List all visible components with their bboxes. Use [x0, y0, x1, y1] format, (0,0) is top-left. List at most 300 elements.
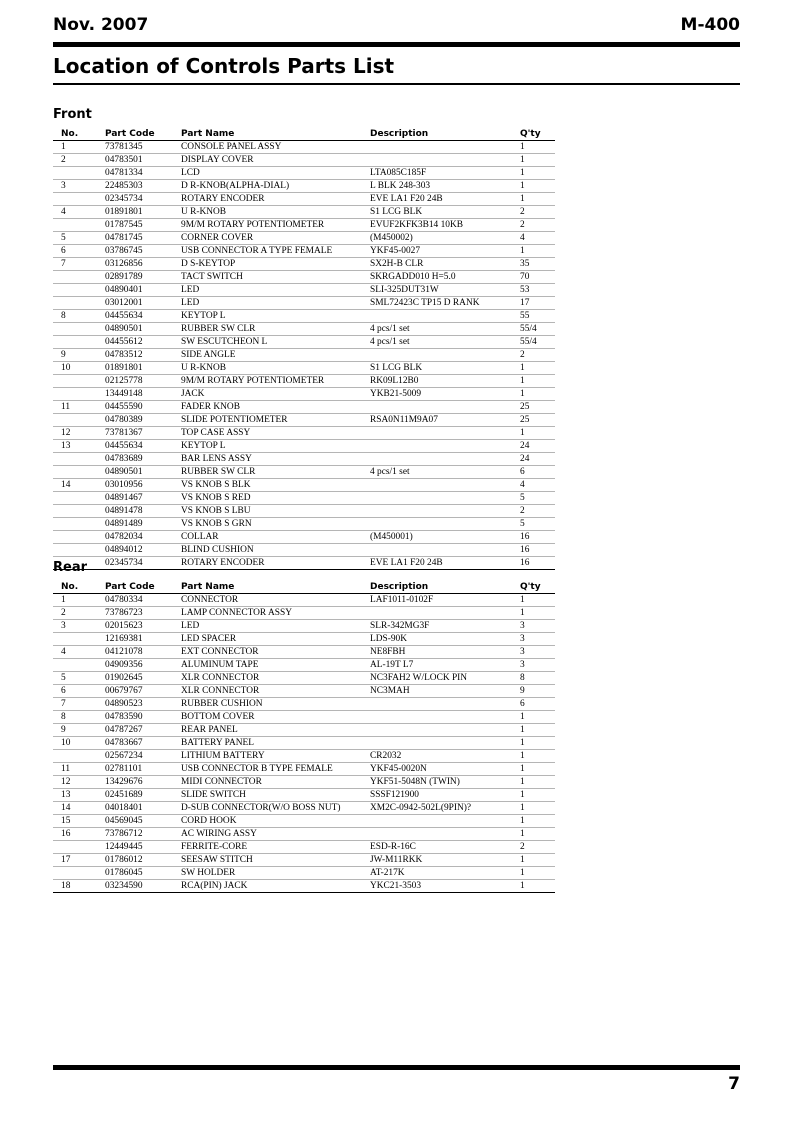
- table-row: [53, 841, 555, 854]
- cell-qty: 1: [520, 828, 555, 841]
- cell-no: [53, 271, 105, 284]
- cell-qty: 8: [520, 672, 555, 685]
- table-row: [53, 828, 555, 841]
- cell-qty: 1: [520, 880, 555, 893]
- rear-parts-table: [53, 581, 555, 893]
- cell-part-name: RCA(PIN) JACK: [181, 880, 370, 893]
- cell-qty: 1: [520, 141, 555, 154]
- cell-part-name: BOTTOM COVER: [181, 711, 370, 724]
- cell-no: [53, 867, 105, 880]
- cell-qty: 55/4: [520, 323, 555, 336]
- table-row: [53, 672, 555, 685]
- table-row: [53, 362, 555, 375]
- cell-part-code: 04455634: [105, 440, 181, 453]
- cell-part-code: 04891489: [105, 518, 181, 531]
- cell-part-code: 04455590: [105, 401, 181, 414]
- cell-part-code: 04909356: [105, 659, 181, 672]
- cell-part-name: LITHIUM BATTERY: [181, 750, 370, 763]
- table-row: [53, 505, 555, 518]
- cell-part-name: LAMP CONNECTOR ASSY: [181, 607, 370, 620]
- cell-description: 4 pcs/1 set: [370, 323, 520, 336]
- page-title: Location of Controls Parts List: [53, 54, 395, 78]
- cell-no: 9: [53, 724, 105, 737]
- title-rule: [53, 83, 740, 85]
- cell-part-code: 13449148: [105, 388, 181, 401]
- cell-description: EVUF2KFK3B14 10KB: [370, 219, 520, 232]
- cell-no: 10: [53, 362, 105, 375]
- cell-no: [53, 453, 105, 466]
- cell-no: 7: [53, 258, 105, 271]
- cell-part-code: 04890523: [105, 698, 181, 711]
- cell-no: 11: [53, 401, 105, 414]
- cell-part-code: 01891801: [105, 362, 181, 375]
- cell-qty: 2: [520, 349, 555, 362]
- table-row: [53, 737, 555, 750]
- cell-part-code: 03126856: [105, 258, 181, 271]
- table-row: [53, 711, 555, 724]
- cell-description: [370, 492, 520, 505]
- cell-part-code: 04890501: [105, 323, 181, 336]
- cell-description: SML72423C TP15 D RANK: [370, 297, 520, 310]
- cell-part-code: 04780389: [105, 414, 181, 427]
- cell-no: 6: [53, 685, 105, 698]
- cell-part-code: 02345734: [105, 193, 181, 206]
- col-header-no: No.: [53, 581, 105, 594]
- cell-description: (M450001): [370, 531, 520, 544]
- cell-description: S1 LCG BLK: [370, 362, 520, 375]
- cell-no: 18: [53, 880, 105, 893]
- cell-part-name: D S-KEYTOP: [181, 258, 370, 271]
- rear-section-title: Rear: [53, 560, 88, 575]
- cell-part-name: DISPLAY COVER: [181, 154, 370, 167]
- cell-part-name: EXT CONNECTOR: [181, 646, 370, 659]
- cell-part-name: VS KNOB S LBU: [181, 505, 370, 518]
- cell-part-name: SLIDE POTENTIOMETER: [181, 414, 370, 427]
- col-header-description: Description: [370, 128, 520, 141]
- cell-description: RK09L12B0: [370, 375, 520, 388]
- table-row: [53, 724, 555, 737]
- cell-description: [370, 724, 520, 737]
- cell-part-name: SW ESCUTCHEON L: [181, 336, 370, 349]
- cell-qty: 4: [520, 232, 555, 245]
- cell-part-code: 03234590: [105, 880, 181, 893]
- table-row: [53, 620, 555, 633]
- cell-description: EVE LA1 F20 24B: [370, 193, 520, 206]
- cell-no: [53, 544, 105, 557]
- cell-qty: 1: [520, 789, 555, 802]
- cell-description: [370, 518, 520, 531]
- cell-qty: 1: [520, 375, 555, 388]
- table-row: [53, 763, 555, 776]
- cell-no: 5: [53, 232, 105, 245]
- table-row: [53, 141, 555, 154]
- cell-no: 15: [53, 815, 105, 828]
- table-row: [53, 685, 555, 698]
- cell-part-name: 9M/M ROTARY POTENTIOMETER: [181, 219, 370, 232]
- table-row: [53, 492, 555, 505]
- cell-qty: 1: [520, 427, 555, 440]
- cell-qty: 5: [520, 492, 555, 505]
- cell-no: [53, 466, 105, 479]
- cell-no: 10: [53, 737, 105, 750]
- cell-part-code: 02125778: [105, 375, 181, 388]
- cell-no: 7: [53, 698, 105, 711]
- cell-description: S1 LCG BLK: [370, 206, 520, 219]
- cell-description: AL-19T L7: [370, 659, 520, 672]
- cell-qty: 24: [520, 440, 555, 453]
- cell-part-code: 04891467: [105, 492, 181, 505]
- cell-part-name: VS KNOB S RED: [181, 492, 370, 505]
- table-row: [53, 453, 555, 466]
- cell-no: 13: [53, 440, 105, 453]
- cell-no: [53, 388, 105, 401]
- table-row: [53, 310, 555, 323]
- cell-part-name: SLIDE SWITCH: [181, 789, 370, 802]
- cell-part-code: 02015623: [105, 620, 181, 633]
- cell-no: 9: [53, 349, 105, 362]
- table-row: [53, 531, 555, 544]
- table-row: [53, 375, 555, 388]
- col-header-part-code: Part Code: [105, 581, 181, 594]
- table-row: [53, 349, 555, 362]
- cell-qty: 5: [520, 518, 555, 531]
- cell-part-code: 01786045: [105, 867, 181, 880]
- cell-no: 1: [53, 594, 105, 607]
- cell-description: [370, 310, 520, 323]
- cell-qty: 1: [520, 854, 555, 867]
- table-row: [53, 284, 555, 297]
- cell-part-code: 22485303: [105, 180, 181, 193]
- cell-qty: 2: [520, 219, 555, 232]
- table-row: [53, 594, 555, 607]
- table-row: [53, 219, 555, 232]
- cell-qty: 16: [520, 531, 555, 544]
- cell-description: YKF51-5048N (TWIN): [370, 776, 520, 789]
- cell-part-name: U R-KNOB: [181, 206, 370, 219]
- table-row: [53, 206, 555, 219]
- table-row: [53, 323, 555, 336]
- page-number: 7: [728, 1074, 740, 1094]
- cell-no: [53, 375, 105, 388]
- cell-description: (M450002): [370, 232, 520, 245]
- cell-part-code: 01902645: [105, 672, 181, 685]
- cell-part-code: 04455612: [105, 336, 181, 349]
- cell-part-code: 04891478: [105, 505, 181, 518]
- cell-qty: 3: [520, 659, 555, 672]
- cell-part-name: LED: [181, 297, 370, 310]
- table-row: [53, 414, 555, 427]
- cell-description: [370, 711, 520, 724]
- table-row: [53, 297, 555, 310]
- cell-no: 14: [53, 802, 105, 815]
- table-row: [53, 815, 555, 828]
- cell-description: [370, 698, 520, 711]
- cell-part-code: 04783590: [105, 711, 181, 724]
- cell-no: 2: [53, 607, 105, 620]
- cell-part-name: MIDI CONNECTOR: [181, 776, 370, 789]
- cell-description: NC3FAH2 W/LOCK PIN: [370, 672, 520, 685]
- cell-qty: 1: [520, 154, 555, 167]
- cell-qty: 1: [520, 724, 555, 737]
- cell-part-code: 73786712: [105, 828, 181, 841]
- cell-part-code: 04890401: [105, 284, 181, 297]
- col-header-part-code: Part Code: [105, 128, 181, 141]
- col-header-part-name: Part Name: [181, 581, 370, 594]
- col-header-qty: Q'ty: [520, 128, 555, 141]
- cell-part-name: AC WIRING ASSY: [181, 828, 370, 841]
- cell-part-name: REAR PANEL: [181, 724, 370, 737]
- col-header-qty: Q'ty: [520, 581, 555, 594]
- table-row: [53, 193, 555, 206]
- cell-part-code: 12449445: [105, 841, 181, 854]
- cell-part-code: 04781745: [105, 232, 181, 245]
- cell-part-code: 04121078: [105, 646, 181, 659]
- cell-description: [370, 737, 520, 750]
- table-row: [53, 388, 555, 401]
- cell-qty: 35: [520, 258, 555, 271]
- cell-qty: 1: [520, 750, 555, 763]
- cell-no: [53, 841, 105, 854]
- cell-part-code: 04783501: [105, 154, 181, 167]
- cell-qty: 4: [520, 479, 555, 492]
- cell-description: YKB21-5009: [370, 388, 520, 401]
- cell-part-name: ROTARY ENCODER: [181, 193, 370, 206]
- front-section-title: Front: [53, 107, 92, 122]
- cell-qty: 17: [520, 297, 555, 310]
- cell-part-code: 03786745: [105, 245, 181, 258]
- cell-part-name: TOP CASE ASSY: [181, 427, 370, 440]
- cell-part-name: BAR LENS ASSY: [181, 453, 370, 466]
- cell-no: 14: [53, 479, 105, 492]
- cell-description: [370, 154, 520, 167]
- cell-description: SKRGADD010 H=5.0: [370, 271, 520, 284]
- cell-part-name: 9M/M ROTARY POTENTIOMETER: [181, 375, 370, 388]
- cell-part-name: SIDE ANGLE: [181, 349, 370, 362]
- front-parts-table: [53, 128, 555, 570]
- table-row: [53, 466, 555, 479]
- cell-part-name: FERRITE-CORE: [181, 841, 370, 854]
- table-row: [53, 802, 555, 815]
- cell-qty: 55/4: [520, 336, 555, 349]
- cell-no: [53, 492, 105, 505]
- cell-qty: 1: [520, 388, 555, 401]
- table-row: [53, 750, 555, 763]
- cell-part-name: RUBBER CUSHION: [181, 698, 370, 711]
- cell-description: AT-217K: [370, 867, 520, 880]
- cell-qty: 1: [520, 362, 555, 375]
- cell-part-name: JACK: [181, 388, 370, 401]
- cell-part-name: XLR CONNECTOR: [181, 685, 370, 698]
- cell-part-code: 01787545: [105, 219, 181, 232]
- cell-qty: 9: [520, 685, 555, 698]
- cell-no: [53, 414, 105, 427]
- cell-description: [370, 427, 520, 440]
- cell-description: LDS-90K: [370, 633, 520, 646]
- cell-part-code: 03012001: [105, 297, 181, 310]
- cell-description: [370, 544, 520, 557]
- cell-part-name: USB CONNECTOR A TYPE FEMALE: [181, 245, 370, 258]
- col-header-no: No.: [53, 128, 105, 141]
- cell-description: 4 pcs/1 set: [370, 336, 520, 349]
- cell-description: [370, 828, 520, 841]
- cell-description: LAF1011-0102F: [370, 594, 520, 607]
- cell-no: 8: [53, 711, 105, 724]
- rear-table-body: [53, 594, 555, 893]
- cell-description: [370, 607, 520, 620]
- front-header-row: [53, 128, 555, 141]
- cell-no: 6: [53, 245, 105, 258]
- cell-no: [53, 193, 105, 206]
- cell-part-code: 04783667: [105, 737, 181, 750]
- cell-part-name: COLLAR: [181, 531, 370, 544]
- table-row: [53, 440, 555, 453]
- cell-part-name: D-SUB CONNECTOR(W/O BOSS NUT): [181, 802, 370, 815]
- cell-no: [53, 750, 105, 763]
- cell-qty: 1: [520, 867, 555, 880]
- cell-part-code: 01891801: [105, 206, 181, 219]
- cell-no: [53, 336, 105, 349]
- table-row: [53, 776, 555, 789]
- cell-part-name: CORD HOOK: [181, 815, 370, 828]
- cell-no: 12: [53, 427, 105, 440]
- cell-qty: 1: [520, 802, 555, 815]
- table-row: [53, 258, 555, 271]
- cell-no: 4: [53, 206, 105, 219]
- cell-part-name: SW HOLDER: [181, 867, 370, 880]
- cell-part-name: TACT SWITCH: [181, 271, 370, 284]
- cell-no: 13: [53, 789, 105, 802]
- table-row: [53, 336, 555, 349]
- table-row: [53, 698, 555, 711]
- cell-no: 5: [53, 672, 105, 685]
- cell-part-code: 04783689: [105, 453, 181, 466]
- cell-qty: 1: [520, 180, 555, 193]
- rear-header-row: [53, 581, 555, 594]
- cell-no: 16: [53, 828, 105, 841]
- cell-part-name: BATTERY PANEL: [181, 737, 370, 750]
- cell-qty: 3: [520, 646, 555, 659]
- cell-part-code: 04787267: [105, 724, 181, 737]
- cell-qty: 70: [520, 271, 555, 284]
- cell-no: [53, 167, 105, 180]
- cell-qty: 1: [520, 607, 555, 620]
- cell-description: NE8FBH: [370, 646, 520, 659]
- cell-description: [370, 440, 520, 453]
- table-row: [53, 544, 555, 557]
- table-row: [53, 518, 555, 531]
- cell-part-code: 03010956: [105, 479, 181, 492]
- cell-qty: 1: [520, 711, 555, 724]
- cell-part-code: 02781101: [105, 763, 181, 776]
- cell-part-code: 04782034: [105, 531, 181, 544]
- cell-qty: 55: [520, 310, 555, 323]
- cell-part-name: KEYTOP L: [181, 440, 370, 453]
- cell-qty: 16: [520, 557, 555, 570]
- cell-description: [370, 815, 520, 828]
- front-section: [53, 106, 547, 570]
- cell-part-name: CONNECTOR: [181, 594, 370, 607]
- cell-part-code: 04781334: [105, 167, 181, 180]
- cell-description: YKC21-3503: [370, 880, 520, 893]
- table-row: [53, 245, 555, 258]
- table-row: [53, 479, 555, 492]
- cell-description: [370, 349, 520, 362]
- cell-no: 4: [53, 646, 105, 659]
- table-row: [53, 154, 555, 167]
- cell-description: [370, 453, 520, 466]
- cell-description: L BLK 248-303: [370, 180, 520, 193]
- table-row: [53, 427, 555, 440]
- cell-part-code: 73781367: [105, 427, 181, 440]
- cell-qty: 6: [520, 698, 555, 711]
- cell-part-name: CONSOLE PANEL ASSY: [181, 141, 370, 154]
- cell-qty: 1: [520, 594, 555, 607]
- cell-part-name: LED: [181, 284, 370, 297]
- cell-part-code: 12169381: [105, 633, 181, 646]
- cell-part-code: 04890501: [105, 466, 181, 479]
- cell-description: JW-M11RKK: [370, 854, 520, 867]
- cell-description: SX2H-B CLR: [370, 258, 520, 271]
- cell-description: XM2C-0942-502L(9PIN)?: [370, 802, 520, 815]
- cell-description: NC3MAH: [370, 685, 520, 698]
- cell-part-name: XLR CONNECTOR: [181, 672, 370, 685]
- cell-qty: 25: [520, 414, 555, 427]
- cell-part-name: LED: [181, 620, 370, 633]
- table-row: [53, 607, 555, 620]
- cell-no: [53, 659, 105, 672]
- cell-part-code: 04780334: [105, 594, 181, 607]
- cell-part-code: 02451689: [105, 789, 181, 802]
- cell-description: SLR-342MG3F: [370, 620, 520, 633]
- cell-part-name: ALUMINUM TAPE: [181, 659, 370, 672]
- cell-part-code: 01786012: [105, 854, 181, 867]
- cell-part-name: LED SPACER: [181, 633, 370, 646]
- cell-description: [370, 505, 520, 518]
- cell-qty: 24: [520, 453, 555, 466]
- cell-description: RSA0N11M9A07: [370, 414, 520, 427]
- cell-qty: 25: [520, 401, 555, 414]
- cell-qty: 1: [520, 815, 555, 828]
- header-rule: [53, 42, 740, 47]
- cell-qty: 1: [520, 193, 555, 206]
- cell-no: [53, 323, 105, 336]
- cell-no: [53, 633, 105, 646]
- cell-part-code: 02567234: [105, 750, 181, 763]
- cell-qty: 1: [520, 737, 555, 750]
- cell-qty: 1: [520, 776, 555, 789]
- cell-description: [370, 479, 520, 492]
- cell-no: 3: [53, 620, 105, 633]
- table-row: [53, 401, 555, 414]
- cell-description: YKF45-0020N: [370, 763, 520, 776]
- table-row: [53, 867, 555, 880]
- cell-description: CR2032: [370, 750, 520, 763]
- cell-part-name: USB CONNECTOR B TYPE FEMALE: [181, 763, 370, 776]
- front-table-body: [53, 141, 555, 570]
- table-row: [53, 180, 555, 193]
- table-row: [53, 880, 555, 893]
- cell-qty: 2: [520, 206, 555, 219]
- header-model: M-400: [680, 15, 740, 35]
- cell-no: 12: [53, 776, 105, 789]
- cell-part-code: 04894012: [105, 544, 181, 557]
- cell-no: [53, 297, 105, 310]
- cell-description: EVE LA1 F20 24B: [370, 557, 520, 570]
- cell-qty: 3: [520, 620, 555, 633]
- cell-part-code: 73786723: [105, 607, 181, 620]
- cell-description: 4 pcs/1 set: [370, 466, 520, 479]
- cell-description: SSSF121900: [370, 789, 520, 802]
